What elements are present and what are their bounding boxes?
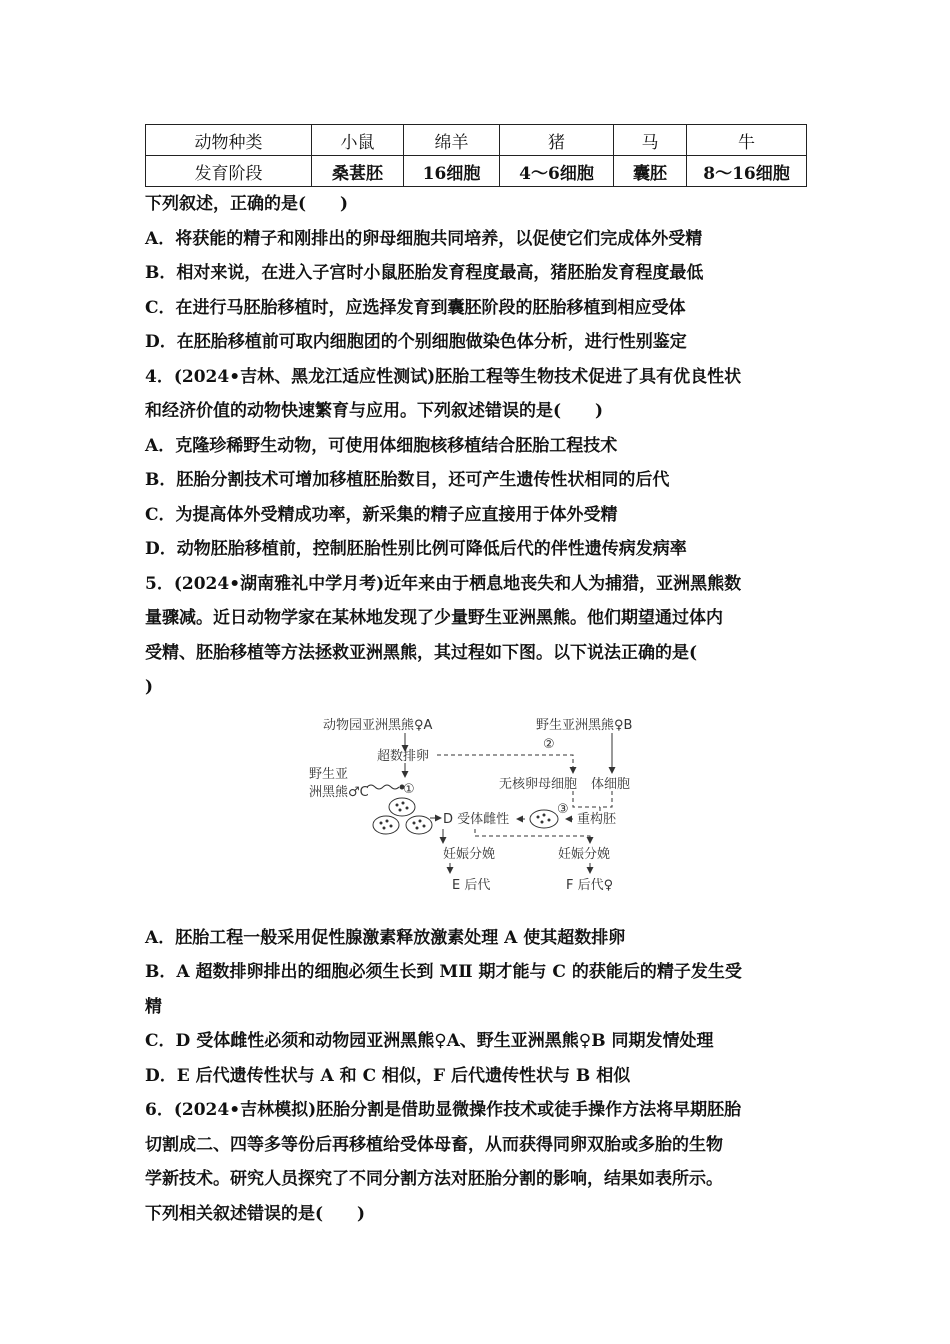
- table-cell: 桑葚胚: [312, 156, 404, 187]
- q5-stem-line-1: [145, 567, 807, 602]
- label-wild-male-1: 野生亚: [309, 766, 349, 782]
- table-cell: 16细胞: [404, 156, 500, 187]
- q5-stem-line-2: 量骤减。近日动物学家在某林地发现了少量野生亚洲黑熊。他们期望通过体内: [145, 608, 723, 628]
- q5-source: (2024•湖南雅礼中学月考): [173, 573, 385, 594]
- q3-option-b: B．相对来说，在进入子宫时小鼠胚胎发育程度最高，猪胚胎发育程度最低: [145, 263, 704, 283]
- q5-option-b-cont: 精: [145, 996, 162, 1017]
- diagram-svg: [145, 715, 807, 915]
- q3-option-d: D．在胚胎移植前可取内细胞团的个别细胞做染色体分析，进行性别鉴定: [145, 332, 687, 352]
- q6-source: (2024•吉林模拟): [173, 1100, 317, 1120]
- bear-process-diagram: [145, 715, 807, 915]
- q5-option-b: B．A 超数排卵排出的细胞必须生长到 MⅡ 期才能与 C 的获能后的精子发生受: [145, 962, 742, 982]
- page-content: [145, 124, 807, 1231]
- q6-stem-line-1: [145, 1093, 807, 1128]
- q5-stem-line-3: 受精、胚胎移植等方法拯救亚洲黑熊，其过程如下图。以下说法正确的是(: [145, 642, 698, 663]
- q4-stem-line-1: [145, 360, 807, 395]
- label-offspring-e: E 后代: [452, 877, 491, 893]
- label-wild-bear-b: 野生亚洲黑熊♀B: [536, 717, 633, 733]
- table-cell: 囊胚: [614, 156, 687, 187]
- q4-stem-text: 胚胎工程等生物技术促进了具有优良性状: [435, 366, 742, 387]
- q4-option-c: C．为提高体外受精成功率，新采集的精子应直接用于体外受精: [145, 504, 618, 525]
- q3-option-c: C．在进行马胚胎移植时，应选择发育到囊胚阶段的胚胎移植到相应受体: [145, 297, 686, 318]
- table-cell: 绵羊: [404, 125, 500, 156]
- q6-stem-line-4: 下列相关叙述错误的是( ): [145, 1203, 366, 1224]
- q5-option-a: A．胚胎工程一般采用促性腺激素释放激素处理 A 使其超数排卵: [145, 927, 626, 948]
- table-cell: 8～16细胞: [687, 156, 807, 187]
- q4-option-b: B．胚胎分割技术可增加移植胚胎数目，还可产生遗传性状相同的后代: [145, 470, 670, 490]
- q4-source: (2024•吉林、黑龙江适应性测试): [173, 366, 436, 387]
- q5-number: 5．: [145, 573, 174, 594]
- label-circle-1: ①: [403, 781, 415, 797]
- table-cell: 动物种类: [146, 125, 312, 156]
- q4-stem-line-2: 和经济价值的动物快速繁育与应用。下列叙述错误的是( ): [145, 401, 604, 421]
- label-wild-male-2: 洲黑熊♂C: [309, 784, 369, 800]
- q5-option-d: D．E 后代遗传性状与 A 和 C 相似，F 后代遗传性状与 B 相似: [145, 1065, 631, 1086]
- q6-stem-line-2: 切割成二、四等多等份后再移植给受体母畜，从而获得同卵双胎或多胎的生物: [145, 1134, 723, 1155]
- development-stage-table: [145, 124, 807, 187]
- table-header-row: [146, 125, 807, 156]
- table-cell: 马: [614, 125, 687, 156]
- q3-stem: 下列叙述，正确的是( ): [145, 194, 349, 214]
- table-cell: 小鼠: [312, 125, 404, 156]
- q6-stem-text: 胚胎分割是借助显微操作技术或徒手操作方法将早期胚胎: [316, 1100, 742, 1120]
- q6-stem-line-3: 学新技术。研究人员探究了不同分割方法对胚胎分割的影响，结果如表所示。: [145, 1169, 723, 1189]
- q5-stem-text: 近年来由于栖息地丧失和人为捕猎，亚洲黑熊数: [384, 573, 742, 594]
- label-circle-2: ②: [543, 736, 555, 752]
- label-somatic: 体细胞: [591, 776, 631, 792]
- label-zoo-bear: 动物园亚洲黑熊♀A: [323, 717, 433, 733]
- label-recipient: D 受体雌性: [443, 811, 510, 827]
- q4-number: 4．: [145, 366, 174, 387]
- label-offspring-f: F 后代♀: [566, 877, 614, 893]
- table-cell: 4～6细胞: [500, 156, 614, 187]
- q4-option-d: D．动物胚胎移植前，控制胚胎性别比例可降低后代的伴性遗传病发病率: [145, 539, 687, 559]
- label-pregnancy-right: 妊娠分娩: [558, 846, 611, 862]
- label-superovulation: 超数排卵: [377, 748, 430, 764]
- label-reconstructed: 重构胚: [577, 811, 617, 827]
- q4-option-a: A．克隆珍稀野生动物，可使用体细胞核移植结合胚胎工程技术: [145, 435, 618, 456]
- label-enucleated: 无核卵母细胞: [499, 776, 578, 792]
- q5-stem-line-4: ): [145, 677, 154, 697]
- table-cell: 猪: [500, 125, 614, 156]
- q5-option-c: C．D 受体雌性必须和动物园亚洲黑熊♀A、野生亚洲黑熊♀B 同期发情处理: [145, 1031, 714, 1051]
- label-pregnancy-left: 妊娠分娩: [443, 846, 496, 862]
- q6-number: 6．: [145, 1100, 174, 1120]
- label-circle-3: ③: [557, 801, 569, 817]
- table-cell: 牛: [687, 125, 807, 156]
- table-cell: 发育阶段: [146, 156, 312, 187]
- table-data-row: [146, 156, 807, 187]
- q3-option-a: A．将获能的精子和刚排出的卵母细胞共同培养，以促使它们完成体外受精: [145, 228, 703, 249]
